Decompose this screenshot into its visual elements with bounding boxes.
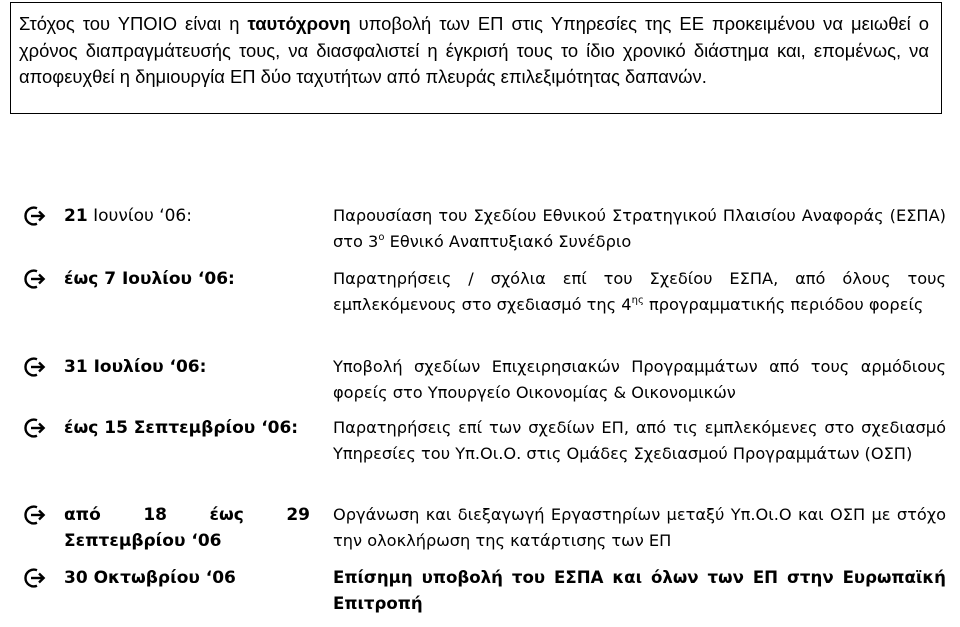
timeline-date: έως 7 Ιουλίου ‘06: — [64, 269, 235, 289]
arrow-right-circle-icon — [24, 567, 46, 589]
timeline-date: 21 Ιουνίου ‘06: — [64, 206, 192, 226]
intro-text-emphasis: ταυτόχρονη — [247, 13, 351, 34]
arrow-right-circle-icon — [24, 417, 46, 439]
timeline-date: 31 Ιουλίου ‘06: — [64, 357, 207, 377]
timeline-description: Παρουσίαση του Σχεδίου Εθνικού Στρατηγικού Πλαισίου Αναφοράς (ΕΣΠΑ) στο $3^o$ Εθνικό Αναπτυξιακό Συνέδριο — [333, 206, 946, 251]
timeline-description: Επίσημη υποβολή του ΕΣΠΑ και όλων των ΕΠ στην Ευρωπαϊκή Επιτροπή — [333, 568, 946, 613]
arrow-right-circle-icon — [24, 356, 46, 378]
intro-text-end: υποβολή των ΕΠ στις Υπηρεσίες της ΕΕ προκειμένου να μειωθεί ο χρόνος διαπραγμάτευσής τους, να διασφαλιστεί η έγκρισή τους το ίδιο χρονικό διάστημα και, επομένως, να αποφευχθεί η δημιουργία ΕΠ δύο ταχυτήτων από πλευράς επιλεξιμότητας δαπανών. — [19, 13, 929, 87]
timeline-description: Υποβολή σχεδίων Επιχειρησιακών Προγραμμάτων από τους αρμόδιους φορείς στο Υπουργείο Οικονομίας & Οικονομικών — [333, 357, 946, 402]
timeline-date: έως 15 Σεπτεμβρίου ‘06: — [64, 418, 299, 438]
timeline-date: από 18 έως 29 Σεπτεμβρίου ‘06 — [64, 505, 310, 551]
intro-text-start: Στόχος του ΥΠΟΙΟ είναι η — [19, 13, 248, 34]
timeline-description: Οργάνωση και διεξαγωγή Εργαστηρίων μεταξύ Υπ.Οι.Ο και ΟΣΠ με στόχο την ολοκλήρωση της κατάρτισης των ΕΠ — [333, 505, 946, 550]
arrow-right-circle-icon — [24, 205, 46, 227]
arrow-right-circle-icon — [24, 268, 46, 290]
arrow-right-circle-icon — [24, 504, 46, 526]
timeline-description: Παρατηρήσεις / σχόλια επί του Σχεδίου ΕΣΠΑ, από όλους τους εμπλεκόμενους στο σχεδιασμό της $4^{\eta\varsigma}$ προγραμματικής περιόδου φορείς — [333, 269, 946, 314]
timeline-description: Παρατηρήσεις επί των σχεδίων ΕΠ, από τις εμπλεκόμενες στο σχεδιασμό Υπηρεσίες του Υπ.Οι.Ο. στις Ομάδες Σχεδιασμού Προγραμμάτων (ΟΣΠ) — [333, 418, 946, 463]
timeline-date: 30 Οκτωβρίου ‘06 — [64, 568, 236, 588]
